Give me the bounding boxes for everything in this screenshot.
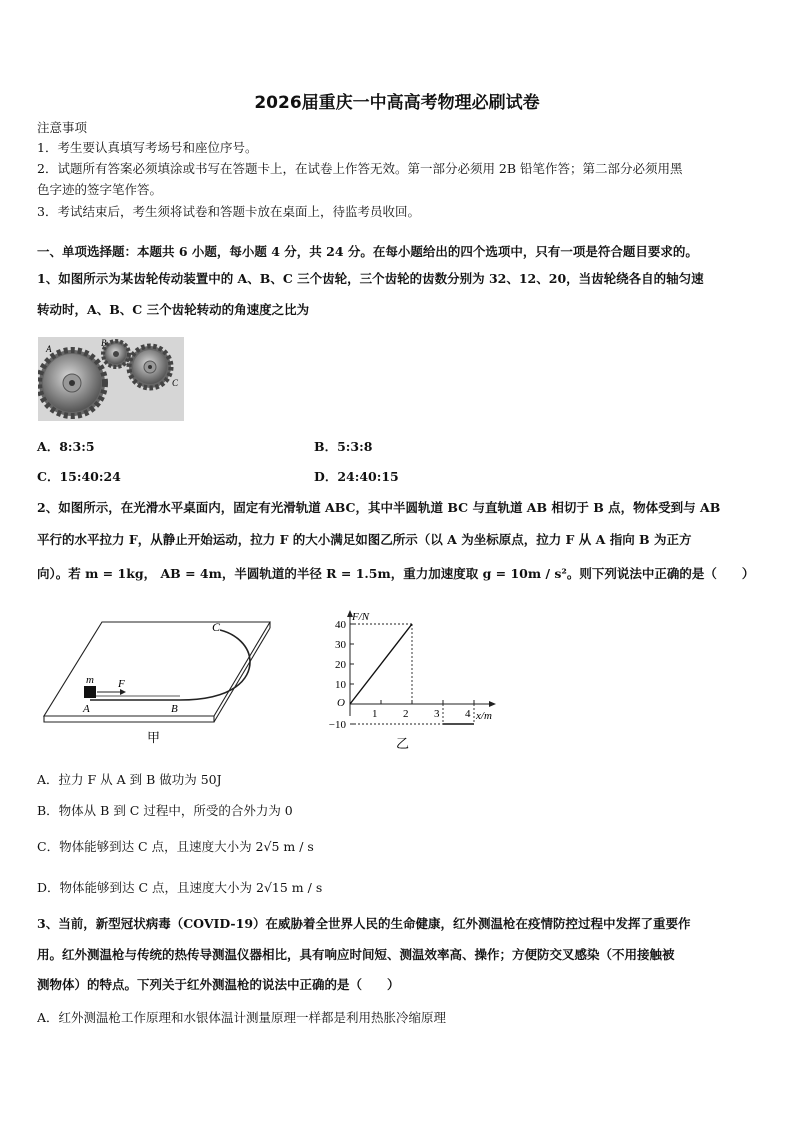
x-tick-label: 2 [403, 708, 409, 720]
y-tick-label: 10 [335, 679, 346, 691]
q1-option-d: D．24:40:15 [314, 469, 399, 484]
x-tick-label: 4 [465, 708, 471, 720]
gear-label-c: C [172, 378, 179, 388]
y-tick-label: −10 [328, 719, 346, 731]
exam-title: 2026届重庆一中高高考物理必刷试卷 [254, 93, 540, 113]
x-tick-label: 1 [372, 708, 378, 720]
gear-label-a: A [46, 344, 52, 354]
q2-stem-line2: 平行的水平拉力 F，从静止开始运动，拉力 F 的大小满足如图乙所示（以 A 为坐标原点，拉力 F 从 A 指向 B 为正方 [37, 532, 692, 547]
label-f: F [118, 678, 125, 690]
x-axis-arrow-icon [489, 701, 496, 707]
q2-option-c: C．物体能够到达 C 点，且速度大小为 2√5 m / s [37, 839, 314, 854]
section-heading: 一、单项选择题：本题共 6 小题，每小题 4 分，共 24 分。在每小题给出的四个选项中，只有一项是符合题目要求的。 [37, 244, 698, 259]
notice-item-2-cont: 色字迹的签字笔作答。 [37, 182, 163, 197]
label-b: B [171, 703, 178, 715]
q1-option-c: C．15:40:24 [37, 469, 121, 484]
q2-figure-jia [40, 618, 272, 748]
y-axis-label: F/N [352, 611, 370, 623]
origin-label: O [337, 697, 345, 709]
q2-option-b: B．物体从 B 到 C 过程中，所受的合外力为 0 [37, 803, 293, 818]
notice-heading: 注意事项 [37, 120, 88, 135]
q1-option-a: A．8:3:5 [37, 439, 95, 454]
label-c: C [212, 620, 221, 634]
q3-stem-line1: 3、当前，新型冠状病毒（COVID-19）在威胁着全世界人民的生命健康，红外测温枪在疫情防控过程中发挥了重要作 [37, 916, 691, 931]
label-m: m [86, 674, 94, 686]
q1-option-b: B．5:3:8 [314, 439, 373, 454]
force-segment-1 [350, 624, 412, 704]
q1-stem-line1: 1、如图所示为某齿轮传动装置中的 A、B、C 三个齿轮，三个齿轮的齿数分别为 32、12、20，当齿轮绕各自的轴匀速 [37, 271, 704, 286]
notice-item-3: 3．考试结束后，考生须将试卷和答题卡放在桌面上，待监考员收回。 [37, 204, 420, 219]
q2-stem-line3: 向）。若 m = 1kg， AB = 4m，半圆轨道的半径 R = 1.5m，重力加速度取 g = 10m / s²。则下列说法中正确的是（ ） [37, 566, 755, 581]
q2-figure-yi-chart [316, 606, 508, 756]
block-m [84, 686, 96, 698]
notice-item-2: 2．试题所有答案必须填涂或书写在答题卡上，在试卷上作答无效。第一部分必须用 2B 铅笔作答；第二部分必须用黑 [37, 161, 683, 176]
q2-option-d: D．物体能够到达 C 点，且速度大小为 2√15 m / s [37, 880, 323, 895]
q1-gears-figure [38, 337, 184, 421]
caption-yi: 乙 [396, 736, 410, 751]
gear-c-icon [129, 346, 171, 388]
q2-stem-line1: 2、如图所示，在光滑水平桌面内，固定有光滑轨道 ABC，其中半圆轨道 BC 与直轨道 AB 相切于 B 点，物体受到与 AB [37, 500, 721, 515]
q3-stem-line2: 用。红外测温枪与传统的热传导测温仪器相比，具有响应时间短、测温效率高、操作；方便防交叉感染（不用接触被 [37, 947, 675, 962]
caption-jia: 甲 [147, 730, 161, 745]
table-top-surface [44, 622, 270, 716]
y-tick-label: 30 [335, 639, 346, 651]
x-axis-label: x/m [476, 710, 492, 722]
x-tick-label: 3 [434, 708, 440, 720]
label-a: A [83, 703, 90, 715]
q3-option-a: A．红外测温枪工作原理和水银体温计测量原理一样都是利用热胀冷缩原理 [37, 1010, 447, 1025]
q3-stem-line3: 测物体）的特点。下列关于红外测温枪的说法中正确的是（ ） [37, 977, 400, 992]
gear-label-b: B [101, 338, 107, 348]
gear-b-icon [103, 341, 129, 367]
q2-option-a: A．拉力 F 从 A 到 B 做功为 50J [37, 772, 222, 787]
q1-stem-line2: 转动时，A、B、C 三个齿轮转动的角速度之比为 [37, 302, 310, 317]
y-tick-label: 20 [335, 659, 346, 671]
gear-a-icon [39, 350, 105, 416]
y-tick-label: 40 [335, 619, 346, 631]
table-edge [44, 716, 214, 722]
notice-item-1: 1．考生要认真填写考场号和座位序号。 [37, 140, 258, 155]
